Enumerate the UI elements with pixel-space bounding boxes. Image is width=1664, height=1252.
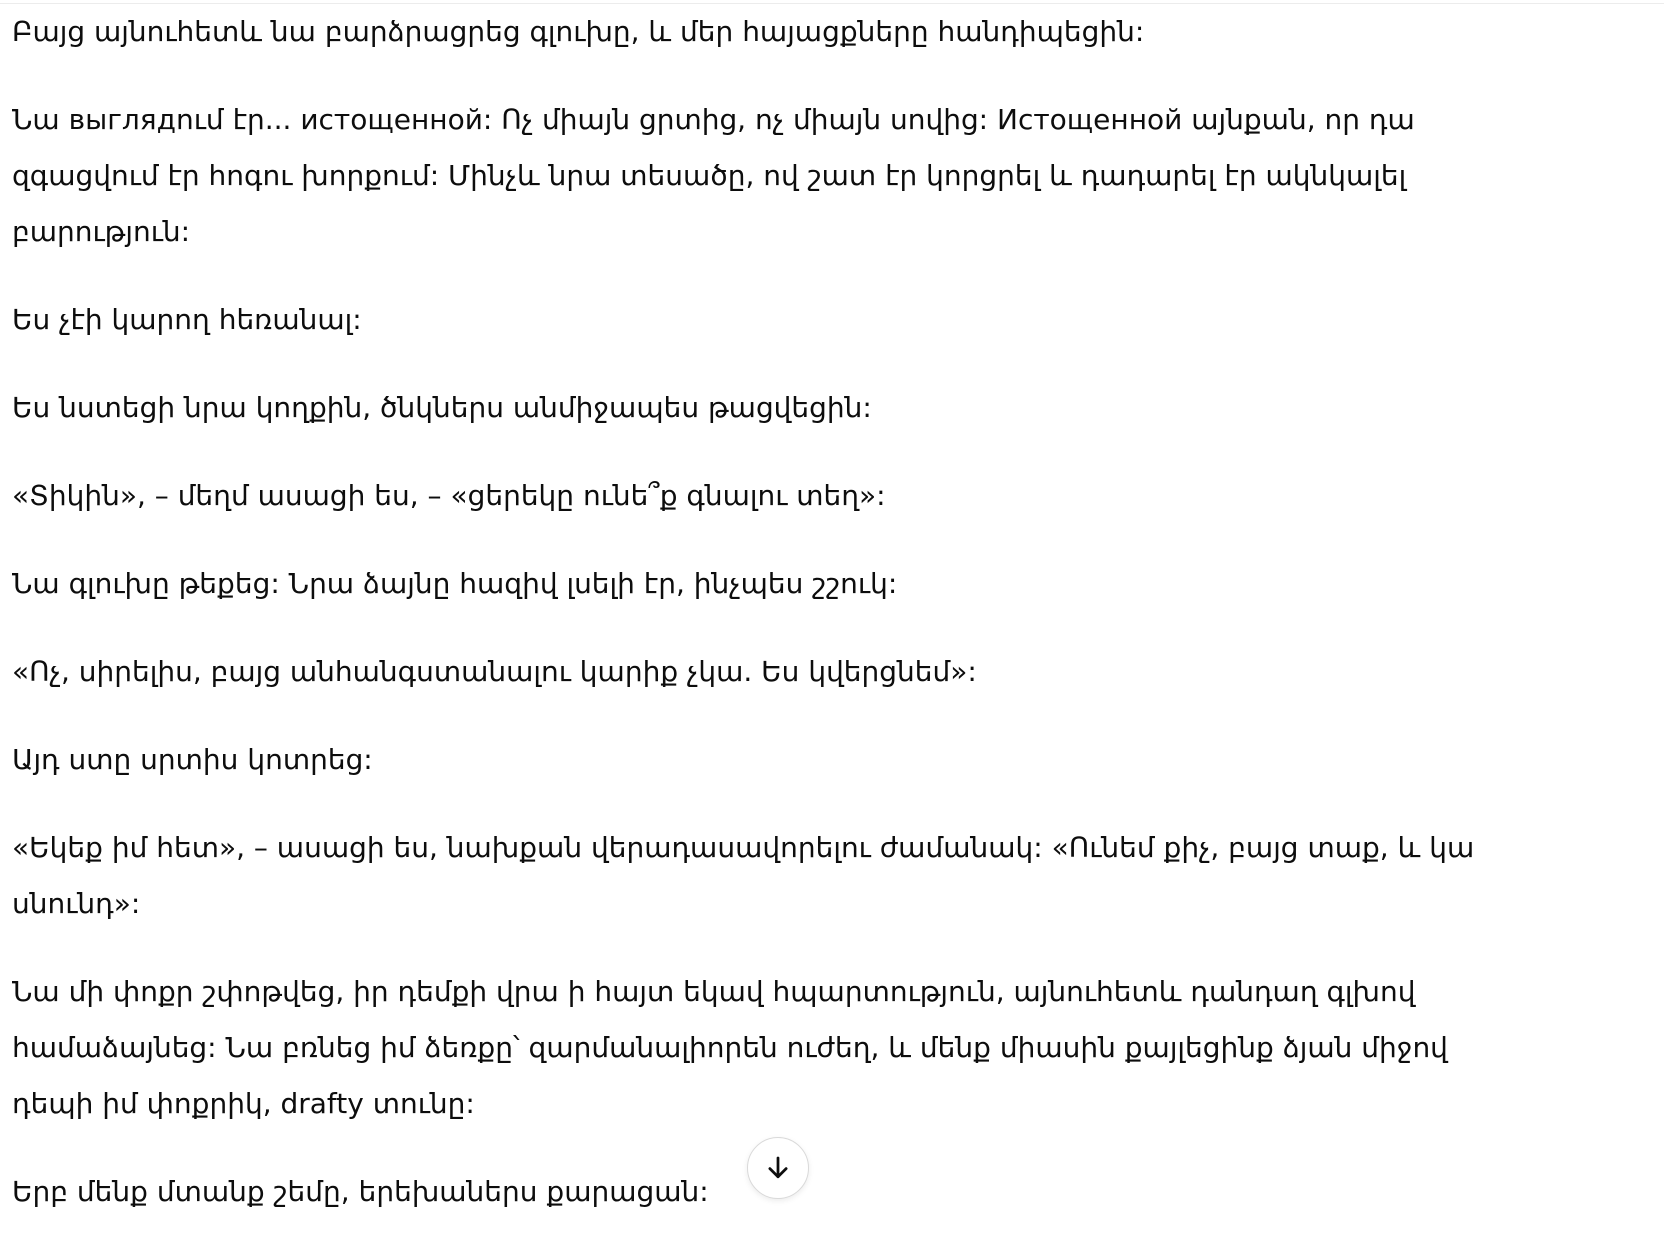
arrow-down-icon <box>763 1153 793 1183</box>
assistant-message <box>12 4 1512 1252</box>
scroll-to-bottom-button[interactable] <box>747 1137 809 1199</box>
message-paragraph: «Եկեք իմ հետ», – ասացի ես, նախքան վերադասավորելու ժամանակ: «Ունեմ քիչ, բայց տաք, և կա սնունդ»: <box>12 831 1475 920</box>
message-paragraph: Նա գլուխը թեքեց: Նրա ձայնը հազիվ լսելի էր, ինչպես շշուկ: <box>12 567 898 600</box>
message-paragraph: Նա մի փոքր շփոթվեց, իր դեմքի վրա ի հայտ եկավ հպարտություն, այնուհետև դանդաղ գլխով համաձայնեց: Նա բռնեց իմ ձեռքը՝ զարմանալիորեն ուժեղ, և մենք միասին քայլեցինք ձյան միջով դեպի իմ փոքրիկ, drafty տունը: <box>12 975 1448 1120</box>
message-paragraph: Ես նստեցի նրա կողքին, ծնկներս անմիջապես թացվեցին: <box>12 391 872 424</box>
message-paragraph: Ես չէի կարող հեռանալ: <box>12 303 362 336</box>
message-paragraph: «Ոչ, սիրելիս, բայց անհանգստանալու կարիք չկա. Ես կվերցնեմ»: <box>12 655 977 688</box>
message-paragraph: «Տիկին», – մեղմ ասացի ես, – «ցերեկը ունե՞ք գնալու տեղ»: <box>12 479 886 512</box>
message-paragraph: Բայց այնուհետև նա բարձրացրեց գլուխը, և մեր հայացքները հանդիպեցին: <box>12 15 1145 48</box>
message-paragraph: Երբ մենք մտանք շեմը, երեխաներս քարացան: <box>12 1175 709 1208</box>
message-paragraph: Նա выглядում էր... истощенной: Ոչ միայն ցրտից, ոչ միայն սովից: Истощенной այնքան, որ դա զգացվում էր հոգու խորքում: Մինչև նրա տեսածը, ով շատ էր կորցրել և դադարել էր ակնկալել բարություն: <box>12 103 1415 248</box>
message-paragraph: Այդ ստը սրտիս կոտրեց: <box>12 743 373 776</box>
